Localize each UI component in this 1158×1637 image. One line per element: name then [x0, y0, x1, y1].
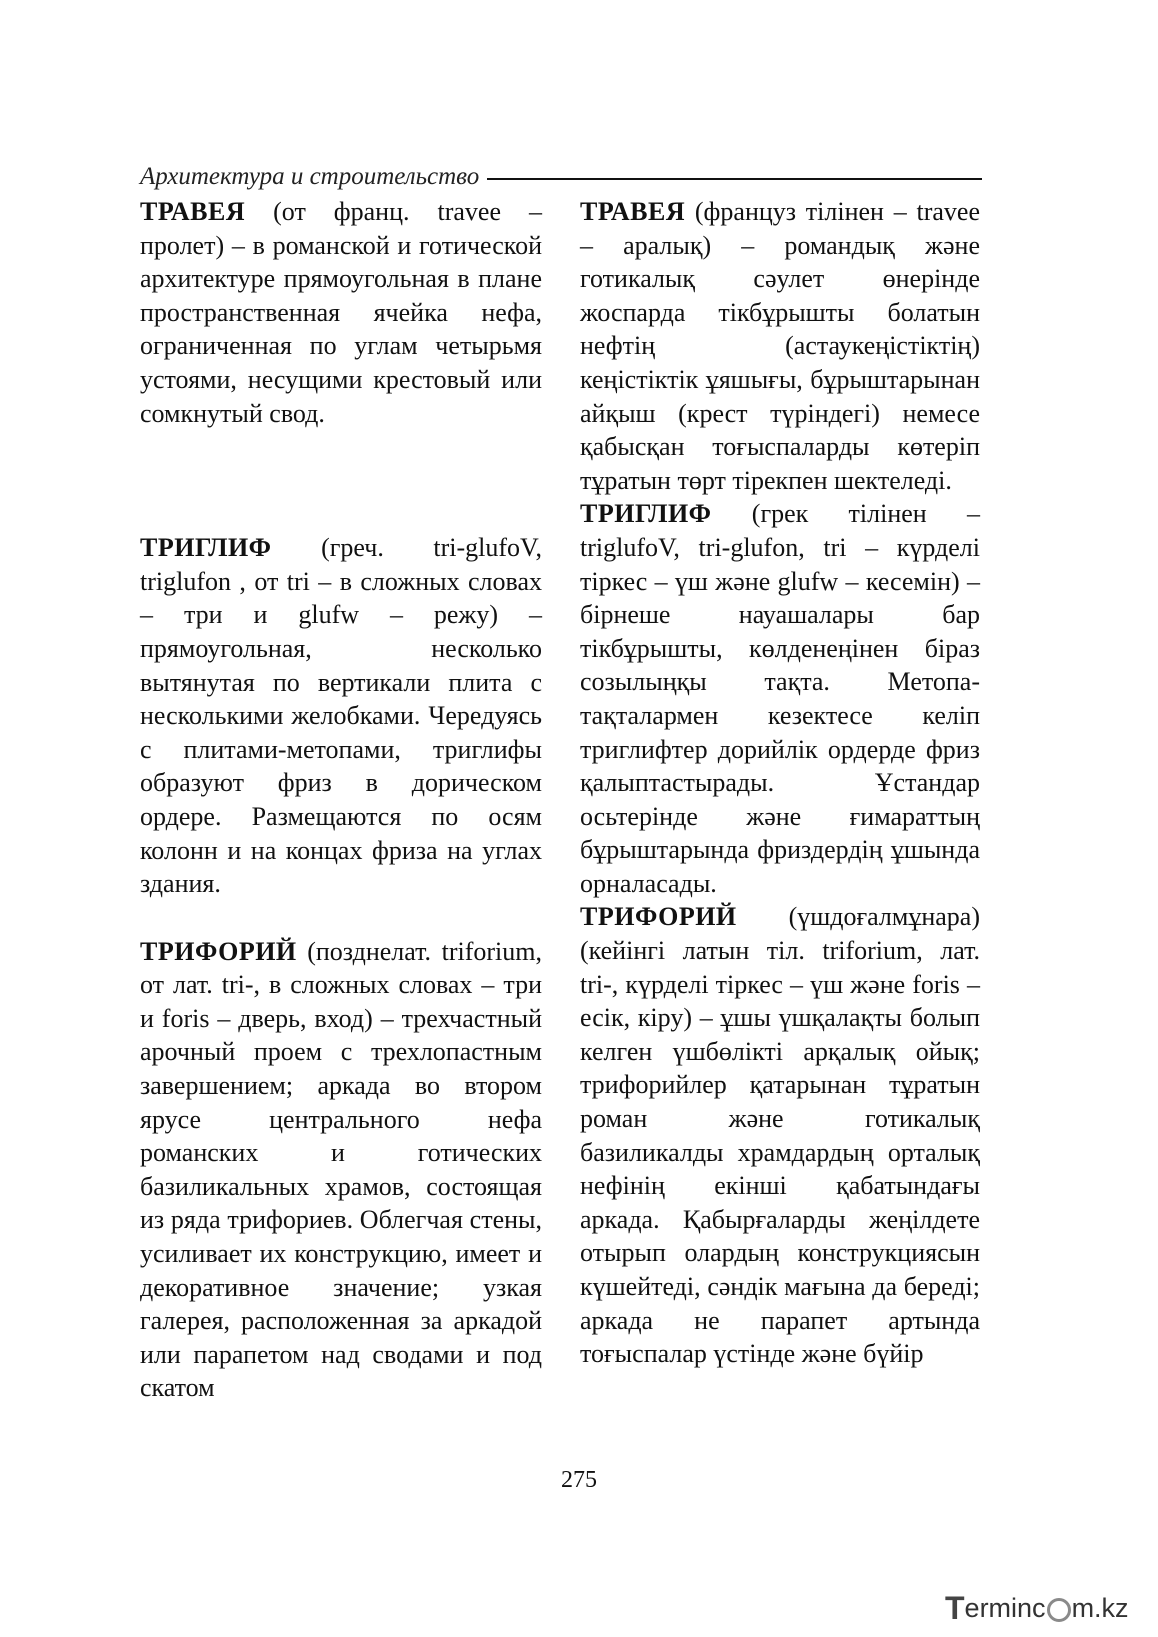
entry-spacer	[140, 901, 542, 935]
entry-definition: (грек тілінен – triglufoV, tri-glufon, tri – күрделі тіркес – үш және glufw – кесемін) – бірнеше науашалары бар тікбұрышты, көлденеңінен біраз созылыңқы тақта. Метопа-тақталармен кезектесе келіп триглифтер дорийлік ордерде фриз қалыптастырады. Ұстандар осьтерінде және ғимараттың бұрыштарында фриздердің ұшында орналасады.	[580, 499, 980, 898]
watermark-text-2: m.kz	[1071, 1592, 1129, 1623]
entry-term: ТРАВЕЯ	[140, 197, 246, 226]
entry-triforium-ru	[140, 935, 542, 1405]
watermark-letter: T	[945, 1589, 965, 1626]
entry-triglyph-ru	[140, 531, 542, 901]
left-column-russian	[140, 195, 542, 1405]
entry-travea-kz	[580, 195, 980, 497]
entry-triglyph-kz	[580, 497, 980, 900]
entry-spacer	[140, 430, 542, 531]
entry-term: ТРИГЛИФ	[140, 533, 272, 563]
magnifier-icon	[1047, 1598, 1071, 1622]
watermark-text-1: erminc	[964, 1592, 1046, 1623]
entry-definition: (позднелат. triforium, от лат. tri-, в сложных словах – три и foris – дверь, вход) – трехчастный арочный проем с трехлопастным завершением; аркада во втором ярусе центрального нефа романских и готических базиликальных храмов, состоящая из ряда трифориев. Облегчая стены, усиливает их конструкцию, имеет и декоративное значение; узкая галерея, расположенная за аркадой или парапетом над сводами и под скатом	[140, 936, 542, 1403]
page-number: 275	[561, 1467, 597, 1493]
entry-term: ТРАВЕЯ	[580, 197, 686, 226]
entry-triforium-kz	[580, 900, 980, 1370]
header-rule	[487, 178, 982, 180]
entry-definition: (от франц. travee – пролет) – в романской и готической архитектуре прямоугольная в плане пространственная ячейка нефа, ограниченная по углам четырьмя устоями, несущими крестовый или сомкнутый свод.	[140, 197, 542, 428]
entry-term: ТРИФОРИЙ	[580, 902, 737, 932]
entry-definition: (үшдоғалмұнара) (кейінгі латын тіл. triforium, лат. tri-, күрделі тіркес – үш және foris – есік, кіру) – ұшы үшқалақты болып келген үшбөлікті арқалық ойық; трифорийлер қатарынан тұратын роман және готикалық базиликалды храмдардың орталық нефінің екінші қабатындағы аркада. Қабырғаларды жеңілдете отырып олардың конструкциясын күшейтеді, сәндік мағына да береді; аркада не парапет артында тоғыспалар үстінде және бүйір	[580, 902, 980, 1369]
header-title: Архитектура и строительство	[140, 163, 480, 190]
entry-term: ТРИГЛИФ	[580, 499, 712, 529]
entry-travea-ru	[140, 195, 542, 430]
running-header	[140, 160, 982, 194]
entry-definition: (греч. tri-glufoV, triglufon , от tri – в сложных словах – три и glufw – режу) – прямоугольная, несколько вытянутая по вертикали плита с несколькими желобками. Чередуясь с плитами-метопами, триглифы образуют фриз в дорическом ордере. Размещаются по осям колонн и на концах фриза на углах здания.	[140, 533, 542, 899]
watermark-logo	[945, 1590, 1129, 1626]
right-column-kazakh	[580, 195, 980, 1371]
entry-term: ТРИФОРИЙ	[140, 936, 297, 966]
entry-definition: (француз тілінен – travee – аралық) – романдық және готикалық сәулет өнерінде жоспарда тікбұрышты болатын нефтің (астаукеңістіктің) кеңістіктік ұяшығы, бұрыштарынан айқыш (крест түріндегі) немесе қабысқан тоғыспаларды көтеріп тұратын төрт тірекпен шектеледі.	[580, 197, 980, 495]
